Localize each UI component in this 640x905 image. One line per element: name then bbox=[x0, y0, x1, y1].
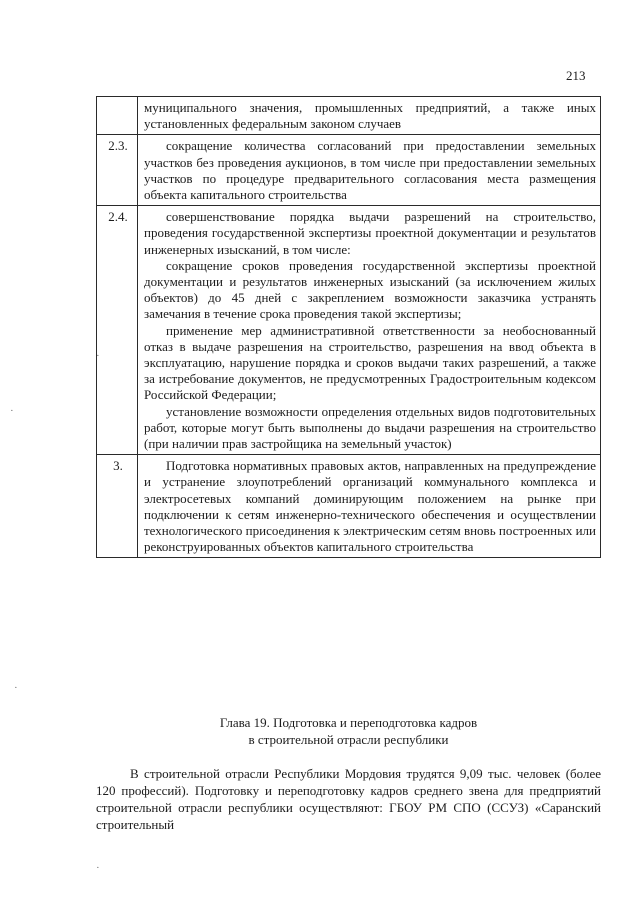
chapter-title-line: в строительной отрасли республики bbox=[248, 732, 449, 747]
row-number: 2.4. bbox=[97, 206, 138, 455]
row-paragraph: сокращение сроков проведения государственной экспертизы проектной документации и результатов инженерных изысканий (за исключением жилых объектов) до 45 дней с закреплением возможности заказчика устранять замечания в течение срока проведения такой экспертизы; bbox=[144, 257, 596, 322]
scan-speck: · bbox=[96, 862, 100, 874]
scan-speck: · bbox=[14, 682, 18, 694]
scan-speck: · bbox=[96, 350, 100, 362]
measures-table bbox=[96, 96, 601, 558]
row-text bbox=[138, 455, 601, 558]
table-row bbox=[97, 135, 601, 206]
row-paragraph: применение мер административной ответственности за необоснованный отказ в выдаче разрешения на строительство, разрешения на ввод объекта в эксплуатацию, нарушение порядка и сроков выдачи таких разрешений, а также за истребование документов, не предусмотренных Градостроительным кодексом Российской Федерации; bbox=[144, 322, 596, 403]
page-number: 213 bbox=[566, 68, 586, 83]
row-paragraph: совершенствование порядка выдачи разрешений на строительство, проведения государственной экспертизы проектной документации и результатов инженерных изысканий, в том числе: bbox=[144, 209, 596, 257]
row-paragraph: муниципального значения, промышленных предприятий, а также иных установленных федеральным законом случаев bbox=[144, 100, 596, 132]
chapter-heading bbox=[96, 714, 601, 748]
scan-speck: · bbox=[10, 405, 14, 417]
row-text bbox=[138, 206, 601, 455]
row-number: 2.3. bbox=[97, 135, 138, 206]
row-number: 3. bbox=[97, 455, 138, 558]
row-text bbox=[138, 135, 601, 206]
row-paragraph: установление возможности определения отдельных видов подготовительных работ, которые могут быть выполнены до выдачи разрешения на строительство (при наличии прав застройщика на земельный участок) bbox=[144, 403, 596, 452]
table-row bbox=[97, 206, 601, 455]
row-number bbox=[97, 97, 138, 135]
table-row bbox=[97, 455, 601, 558]
table-row bbox=[97, 97, 601, 135]
body-paragraph: В строительной отрасли Республики Мордовия трудятся 9,09 тыс. человек (более 120 профессий). Подготовку и переподготовку кадров среднего звена для предприятий строительной отрасли республики осуществляют: ГБОУ РМ СПО (ССУЗ) «Саранский строительный bbox=[96, 766, 601, 832]
row-paragraph: сокращение количества согласований при предоставлении земельных участков без проведения аукционов, в том числе при предоставлении земельных участков по процедуре предварительного согласования места размещения объекта капитального строительства bbox=[144, 138, 596, 203]
row-text bbox=[138, 97, 601, 135]
row-paragraph: Подготовка нормативных правовых актов, направленных на предупреждение и устранение злоупотреблений организаций коммунального комплекса и электросетевых компаний доминирующим положением на рынке при подключении к сетям инженерно-технического обеспечения и осуществлении технологического присоединения к электрическим сетям вновь построенных или реконструированных объектов капитального строительства bbox=[144, 458, 596, 555]
chapter-title-line: Глава 19. Подготовка и переподготовка кадров bbox=[219, 715, 478, 730]
